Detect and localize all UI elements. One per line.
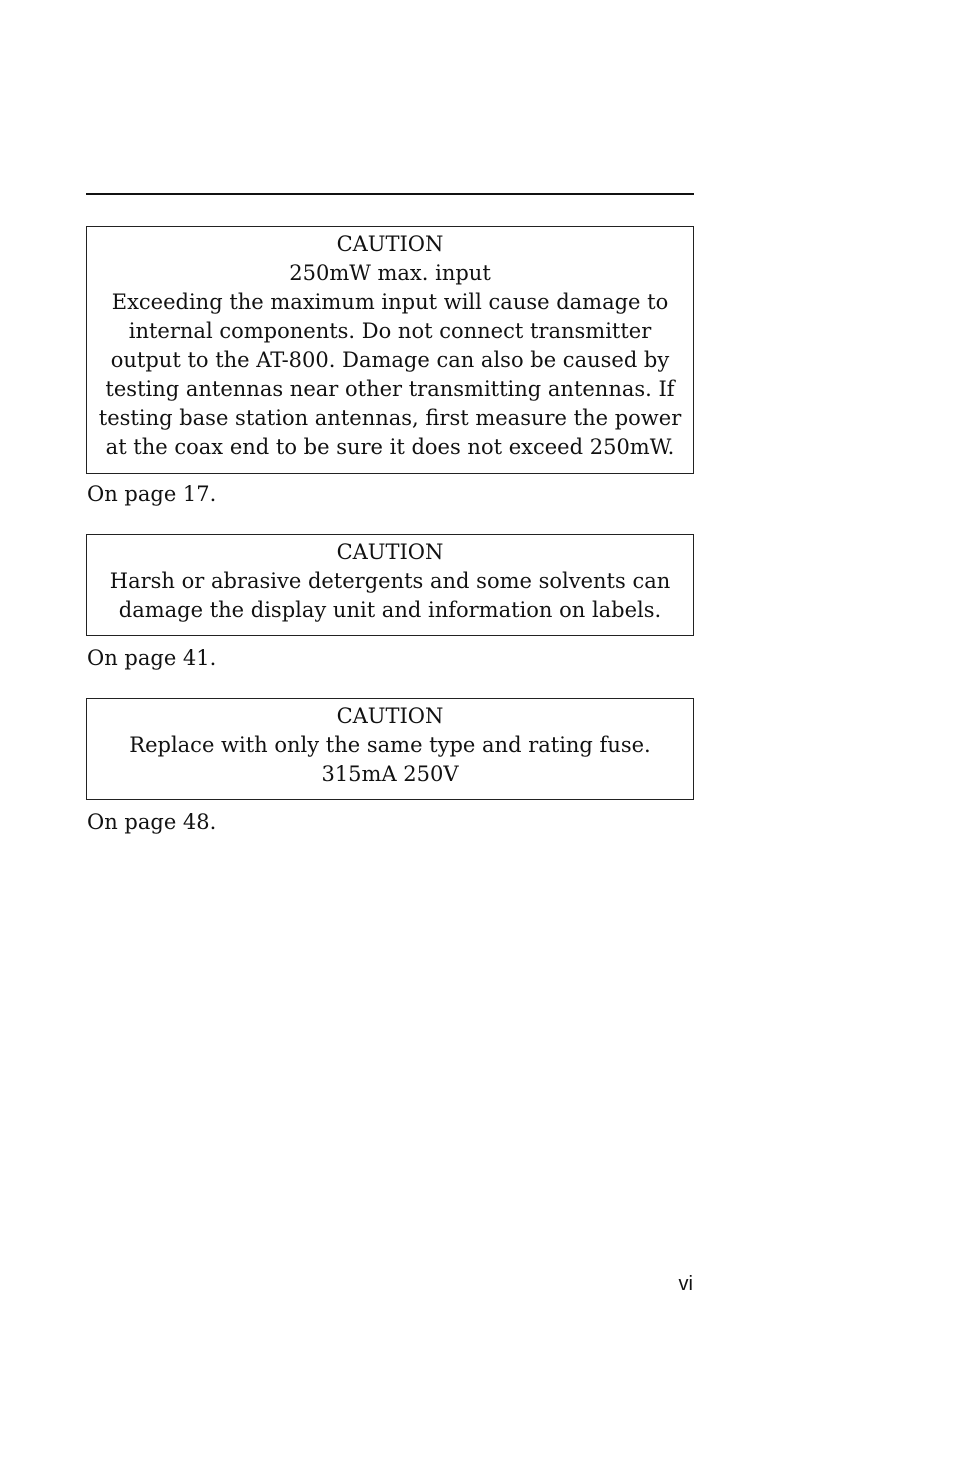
caution-text-line: 315mA 250V [321,762,459,786]
page-number: vi [678,1273,693,1295]
header-rule [86,193,694,195]
caution-text-line: Harsh or abrasive detergents and some solvents can [109,569,671,593]
caution-text-line: at the coax end to be sure it does not exceed 250mW. [105,435,675,459]
caution-text-line: internal components. Do not connect transmitter [128,319,652,343]
caution-box-cleaning [86,534,694,636]
page-reference: On page 17. [87,482,217,506]
page-reference: On page 41. [87,646,217,670]
caution-heading: CAUTION [336,540,444,564]
caution-text-line: 250mW max. input [289,261,491,285]
caution-text-line: testing antennas near other transmitting antennas. If [105,377,675,401]
caution-text-line: testing base station antennas, first measure the power [98,406,682,430]
caution-text-line: damage the display unit and information on labels. [118,598,662,622]
caution-text-line: output to the AT-800. Damage can also be caused by [110,348,670,372]
caution-box-fuse [86,698,694,800]
caution-text-line: Replace with only the same type and rating fuse. [129,733,651,757]
caution-heading: CAUTION [336,704,444,728]
page-reference: On page 48. [87,810,217,834]
caution-box-input-power [86,226,694,474]
caution-text-line: Exceeding the maximum input will cause damage to [111,290,669,314]
caution-heading: CAUTION [336,232,444,256]
